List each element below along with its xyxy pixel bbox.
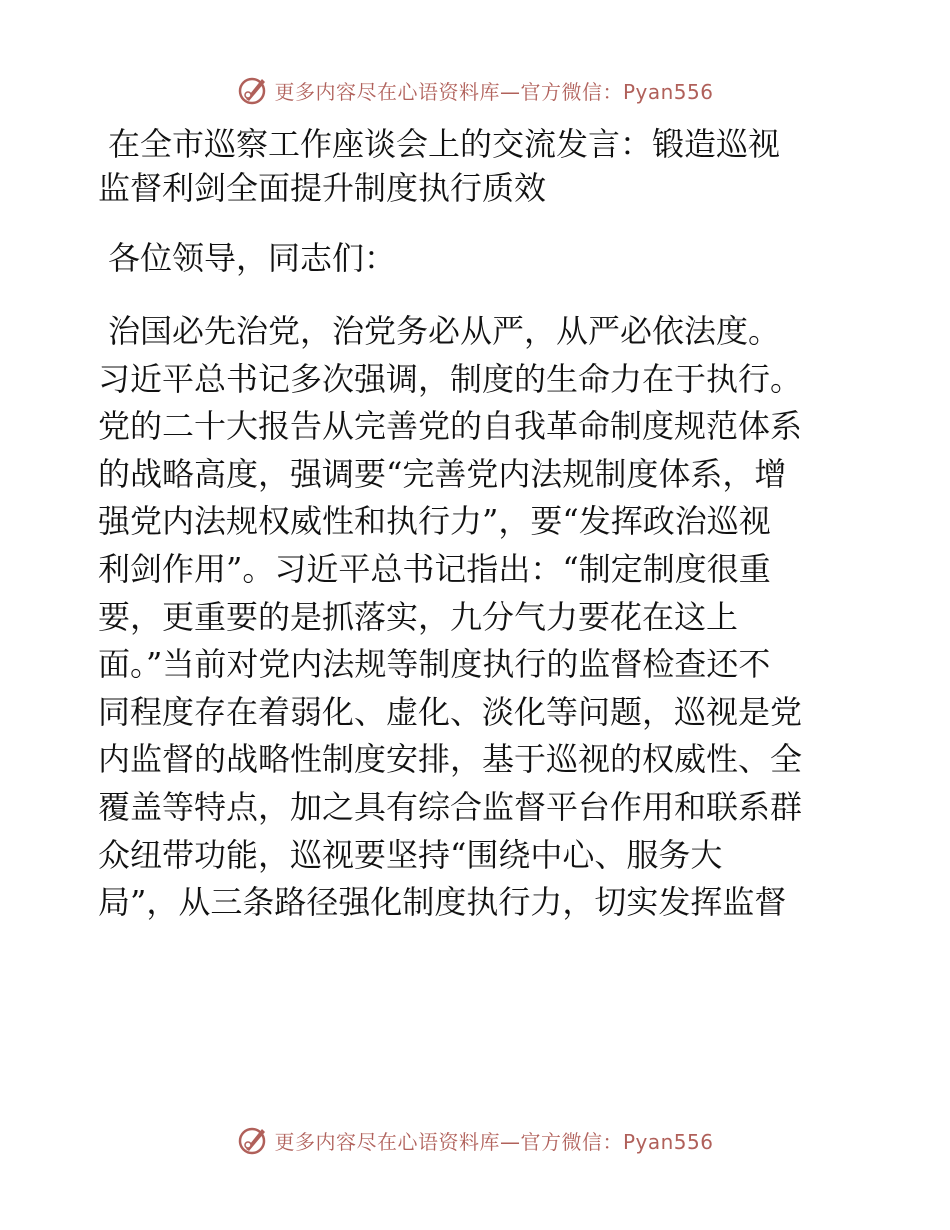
quill-logo-icon [236,73,270,107]
document-title [98,122,858,210]
quill-logo-icon [236,1123,270,1157]
body-line: 同程度存在着弱化、虚化、淡化等问题，巡视是党 [98,692,803,731]
body-line: 强党内法规权威性和执行力”，要“发挥政治巡视 [98,502,771,541]
body-line: 众纽带功能，巡视要坚持“围绕中心、服务大 [98,835,723,874]
body-line: 局”，从三条路径强化制度执行力，切实发挥监督 [98,883,787,922]
body-line: 覆盖等特点，加之具有综合监督平台作用和联系群 [98,787,803,826]
body-line: 治国必先治党，治党务必从严，从严必依法度。 [108,312,781,350]
body-line: 的战略高度，强调要“完善党内法规制度体系，增 [98,454,787,493]
watermark-text: 更多内容尽在心语资料库—官方微信：Pyan556 [274,1129,714,1154]
title-line: 在全市巡察工作座谈会上的交流发言：锻造巡视 [108,125,781,163]
watermark-text: 更多内容尽在心语资料库—官方微信：Pyan556 [274,79,714,104]
body-paragraph [98,308,858,927]
body-line: 党的二十大报告从完善党的自我革命制度规范体系 [98,407,803,446]
header-watermark [0,70,950,110]
body-line: 习近平总书记多次强调，制度的生命力在于执行。 [98,359,803,398]
body-line: 内监督的战略性制度安排，基于巡视的权威性、全 [98,740,803,779]
body-line: 面。”当前对党内法规等制度执行的监督检查还不 [98,645,771,684]
body-line: 利剑作用”。习近平总书记指出：“制定制度很重 [98,549,771,588]
title-line: 监督利剑全面提升制度执行质效 [98,169,547,207]
footer-watermark [0,1120,950,1160]
document-content [98,122,858,927]
greeting: 各位领导，同志们： [108,239,397,277]
body-line: 要，更重要的是抓落实，九分气力要花在这上 [98,597,739,636]
